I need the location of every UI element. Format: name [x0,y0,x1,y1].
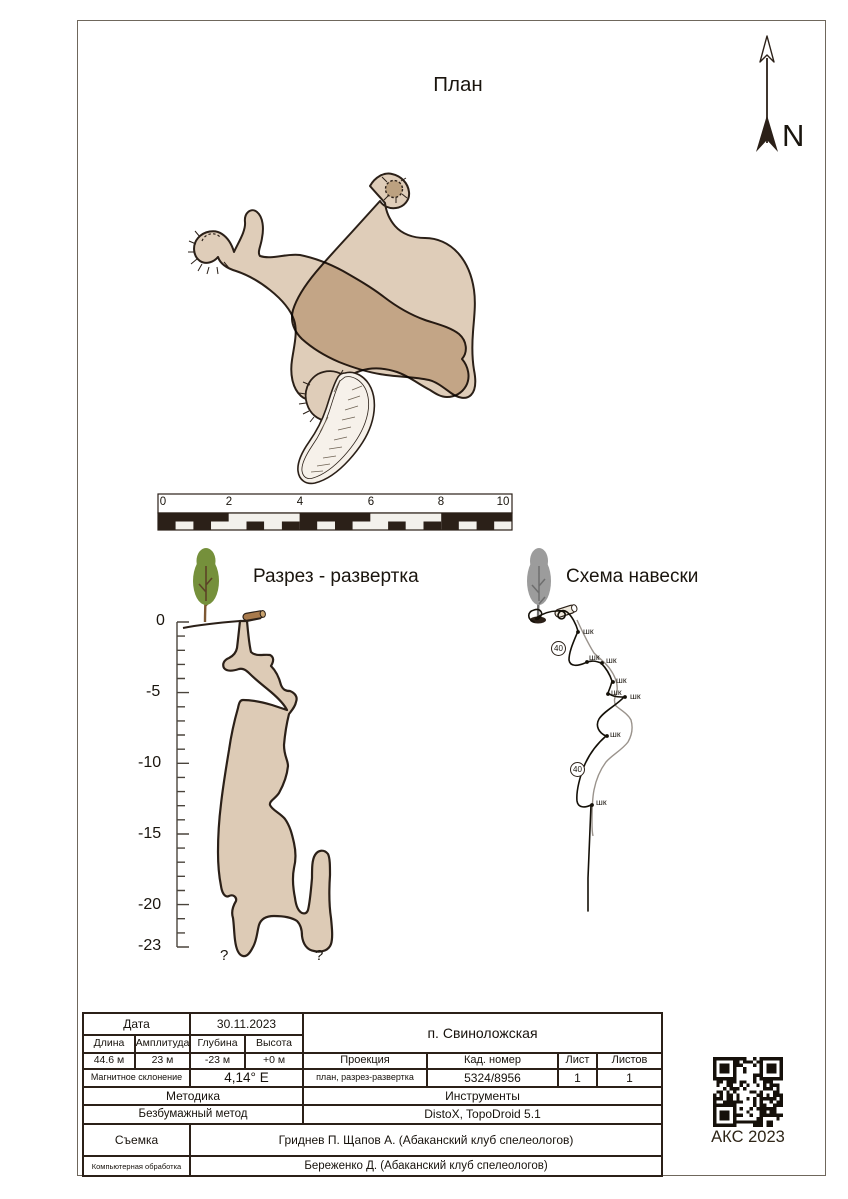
table-processing-value: Береженко Д. (Абаканский клуб спелеологов) [190,1156,662,1177]
anchor-label: шк [630,691,641,701]
depth-label-5: -5 [146,683,161,701]
anchor-label: шк [611,687,622,697]
anchor-label: шк [616,675,627,685]
unknown-continuation-mark: ? [315,947,324,964]
plan-title: План [433,73,483,96]
depth-scale [177,622,189,947]
scale-label-8: 8 [437,496,445,508]
tree-icon [193,548,219,622]
table-magnetic-declination-label: Магнитное склонение [83,1069,190,1087]
table-date-label: Дата [83,1013,190,1035]
table-cadastral-label: Кад. номер [427,1053,558,1069]
scale-label-2: 2 [225,496,233,508]
north-label: N [782,118,805,153]
table-sheet-value: 1 [558,1069,597,1087]
section-title: Разрез - развертка [253,566,419,587]
anchor-label: шк [606,655,617,665]
table-height-label: Высота [245,1035,303,1053]
table-height-value: +0 м [245,1053,303,1069]
qr-code [713,1057,783,1127]
scale-label-10: 10 [496,496,510,508]
depth-label-15: -15 [138,825,162,843]
section-cave-outline [218,621,332,956]
table-methodology-label: Методика [83,1087,303,1105]
table-length-value: 44.6 м [83,1053,135,1069]
table-survey-label: Съемка [83,1124,190,1156]
anchor-label: шк [610,729,621,739]
scale-label-4: 4 [296,496,304,508]
table-processing-label: Компьютерная обработка [83,1156,190,1177]
table-sheet-label: Лист [558,1053,597,1069]
scale-label-6: 6 [367,496,375,508]
table-instruments-label: Инструменты [303,1087,662,1105]
rope-length-mark: 40 [551,641,566,656]
table-projection-label: Проекция [303,1053,427,1069]
table-amplitude-label: Амплитуда [135,1035,190,1053]
table-cave-name: п. Свиноложская [303,1013,662,1053]
north-arrow-icon [756,36,778,152]
qr-caption: АКС 2023 [711,1128,785,1146]
table-survey-value: Гриднев П. Щапов А. (Абаканский клуб спелеологов) [190,1124,662,1156]
depth-label-20: -20 [138,896,162,914]
depth-label-10: -10 [138,754,162,772]
anchor-label: шк [596,797,607,807]
scale-bar [158,494,512,530]
table-date-value: 30.11.2023 [190,1013,303,1035]
depth-label-0: 0 [156,612,165,630]
unknown-continuation-mark: ? [220,947,229,964]
table-amplitude-value: 23 м [135,1053,190,1069]
table-sheets-label: Листов [597,1053,662,1069]
plan-entrance-pit [386,181,403,198]
table-sheets-value: 1 [597,1069,662,1087]
plan-map [194,174,475,400]
anchor-label: шк [583,626,594,636]
rope-length-mark: 40 [570,762,585,777]
anchor-label: шк [589,652,600,662]
table-projection-value: план, разрез-развертка [303,1069,427,1087]
rigging-title: Схема навески [566,566,699,587]
table-depth-value: -23 м [190,1053,245,1069]
table-instruments-value: DistoX, TopoDroid 5.1 [303,1105,662,1124]
table-depth-label: Глубина [190,1035,245,1053]
scale-label-0: 0 [159,496,167,508]
log-anchor-icon [242,610,265,621]
table-length-label: Длина [83,1035,135,1053]
table-cadastral-value: 5324/8956 [427,1069,558,1087]
table-magnetic-declination-value: 4,14° E [190,1069,303,1087]
rigging-anchor-dots [576,630,627,807]
depth-label-23: -23 [138,937,162,955]
table-methodology-value: Безбумажный метод [83,1105,303,1124]
